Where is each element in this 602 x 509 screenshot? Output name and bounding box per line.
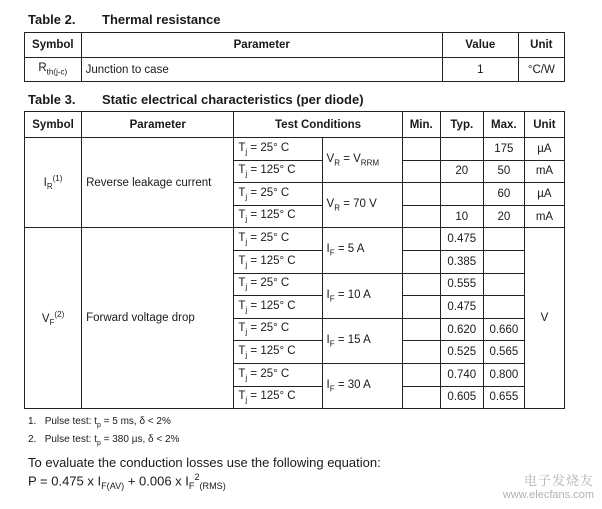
vf-unit: V xyxy=(524,228,564,409)
header-symbol: Symbol xyxy=(25,112,82,138)
vf-symbol: $V_F^{(2)}$ xyxy=(25,228,82,409)
vr-vrrm-condition: $V_R = V_{RRM}$ xyxy=(322,138,402,183)
table-row: $T_j = 125^\circ$ C 0.605 0.655 xyxy=(25,386,565,409)
conduction-loss-equation: P = 0.475 x $I_{F(AV)} + 0.006$ x $I_F^2_{(RMS)}$ xyxy=(28,472,226,491)
tj-condition: $T_j = 125^\circ$ C xyxy=(234,296,322,319)
header-typ: Typ. xyxy=(440,112,483,138)
if-condition: $I_F = 10$ A xyxy=(322,273,402,318)
rth-value: 1 xyxy=(442,58,518,82)
tj-condition: $T_j = 25^\circ$ C xyxy=(234,183,322,206)
rth-parameter: Junction to case xyxy=(81,58,442,82)
tj-condition: $T_j = 125^\circ$ C xyxy=(234,250,322,273)
header-parameter: Parameter xyxy=(81,33,442,58)
tj-condition: $T_j = 25^\circ$ C xyxy=(234,363,322,386)
rth-symbol: $R_{th(j-c)}$ xyxy=(25,58,82,82)
table-row: $T_j = 125^\circ$ C 10 20 mA xyxy=(25,205,565,228)
thermal-resistance-table xyxy=(24,32,565,82)
tj-condition: $T_j = 25^\circ$ C xyxy=(234,318,322,341)
header-max: Max. xyxy=(483,112,524,138)
table-row: $T_j = 125^\circ$ C 20 50 mA xyxy=(25,160,565,183)
if-condition: $I_F = 30$ A xyxy=(322,363,402,408)
if-condition: $I_F = 15$ A xyxy=(322,318,402,363)
header-min: Min. xyxy=(402,112,440,138)
header-value: Value xyxy=(442,33,518,58)
table-row: $T_j = 25^\circ$ C $V_R = 70$ V 60 µA xyxy=(25,183,565,206)
footnote-2: 2. Pulse test: $t_p = 380$ µs, δ < 2% xyxy=(28,434,180,447)
header-unit: Unit xyxy=(524,112,564,138)
tj-condition: $T_j = 25^\circ$ C xyxy=(234,273,322,296)
table-row: $T_j = 25^\circ$ C $I_F = 30$ A 0.740 0.800 xyxy=(25,363,565,386)
header-symbol: Symbol xyxy=(25,33,82,58)
header-parameter: Parameter xyxy=(82,112,234,138)
table2-caption: Table 2. Thermal resistance xyxy=(28,12,221,27)
table-row: $T_j = 25^\circ$ C $I_F = 15$ A 0.620 0.660 xyxy=(25,318,565,341)
watermark-logo: 电子发烧友 www.elecfans.com xyxy=(502,473,594,501)
header-unit: Unit xyxy=(518,33,564,58)
vr-70v-condition: $V_R = 70$ V xyxy=(322,183,402,228)
table-row: $T_j = 125^\circ$ C 0.385 xyxy=(25,250,565,273)
tj-condition: $T_j = 125^\circ$ C xyxy=(234,205,322,228)
ir-symbol: $I_R^{(1)}$ xyxy=(25,138,82,228)
static-characteristics-table xyxy=(24,111,565,409)
tj-condition: $T_j = 125^\circ$ C xyxy=(234,341,322,364)
rth-unit: °C/W xyxy=(518,58,564,82)
ir-parameter: Reverse leakage current xyxy=(82,138,234,228)
tj-condition: $T_j = 125^\circ$ C xyxy=(234,386,322,409)
table-row: $I_R^{(1)}$ Reverse leakage current $T_j = 25^\circ$ C $V_R = V_{RRM}$ 175 µA xyxy=(25,138,565,161)
tj-condition: $T_j = 25^\circ$ C xyxy=(234,228,322,251)
table-row: $T_j = 25^\circ$ C $I_F = 10$ A 0.555 xyxy=(25,273,565,296)
table-row: $T_j = 125^\circ$ C 0.475 xyxy=(25,296,565,319)
table-row: $V_F^{(2)}$ Forward voltage drop $T_j = 25^\circ$ C $I_F = 5$ A 0.475 V xyxy=(25,228,565,251)
vf-parameter: Forward voltage drop xyxy=(82,228,234,409)
header-test-conditions: Test Conditions xyxy=(234,112,402,138)
table3-caption: Table 3. Static electrical characteristics (per diode) xyxy=(28,92,364,107)
footnote-1: 1. Pulse test: $t_p = 5$ ms, δ < 2% xyxy=(28,416,171,429)
table-row: $T_j = 125^\circ$ C 0.525 0.565 xyxy=(25,341,565,364)
if-condition: $I_F = 5$ A xyxy=(322,228,402,273)
equation-intro: To evaluate the conduction losses use the following equation: xyxy=(28,455,381,470)
tj-condition: $T_j = 125^\circ$ C xyxy=(234,160,322,183)
tj-condition: $T_j = 25^\circ$ C xyxy=(234,138,322,161)
